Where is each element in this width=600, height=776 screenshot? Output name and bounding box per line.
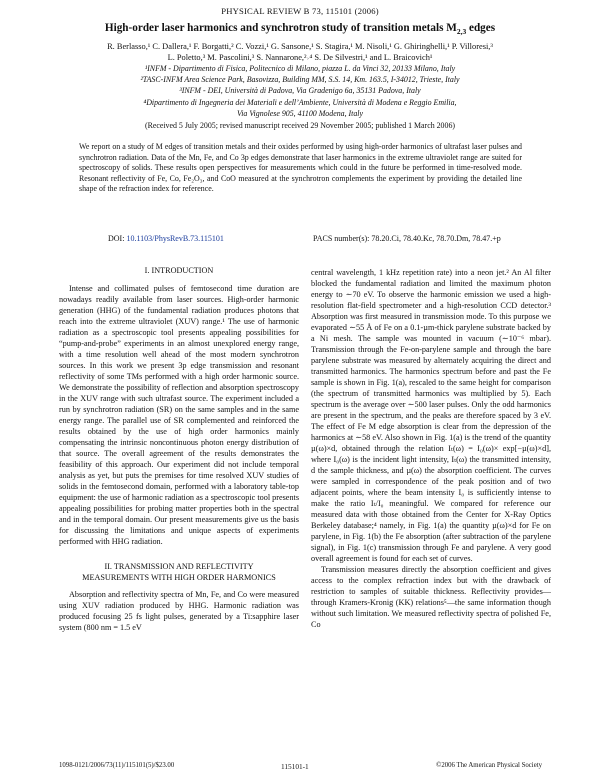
section-heading-line-2: MEASUREMENTS WITH HIGH ORDER HARMONICS <box>82 573 276 582</box>
running-header: PHYSICAL REVIEW B 73, 115101 (2006) <box>221 6 379 16</box>
doi-line <box>108 234 224 243</box>
title-main: High-order laser harmonics and synchrotron study of transition metals M <box>104 22 457 34</box>
author-line-1: R. Berlasso,¹ C. Dallera,¹ F. Borgatti,² C. Vozzi,¹ G. Sansone,¹ S. Stagira,¹ M. Nisoli,¹ G. Ghiringhelli,¹ P. Villoresi,³ <box>107 42 493 51</box>
left-column <box>59 265 299 633</box>
doi-link[interactable]: 10.1103/PhysRevB.73.115101 <box>126 234 224 243</box>
affiliation-3: ³INFM - DEI, Università di Padova, Via Gradenigo 6a, 35131 Padova, Italy <box>179 86 421 95</box>
intro-paragraph: Intense and collimated pulses of femtosecond time duration are nowadays readily available from laser sources. High-order harmonic generation (HHG) of the fundamental radiation produces photons that reach into the extreme ultraviolet (XUV) range.¹ The use of harmonic radiation as a spectroscopic tool presents appealing possibilities for “pump-and-probe” experiments in an almost unexplored energy range, with a time resolution well ahead of the most modern synchrotron sources. In this work we present 3p edge transmission and resonant reflectivity of some TMs performed with a high order harmonic source. We demonstrate the possibility of reflection and absorption spectroscopy in the XUV range with such ultrafast source. The experiment included a run by synchrotron radiation (SR) on the same samples and in the same energy range. The parallel use of SR complemented and reinforced the results obtained by the use of high order harmonics mainly compensating the intrinsic noncontinuous photon energy distribution of that source. The overall agreement of the results demonstrates the feasibility of this approach. Our experiment did not include temporal analysis as yet, but puts the premises for time resolved XUV studies of solids in the femtosecond domain, performed with a laboratory table-top equipment: the use of harmonic radiation as a spectroscopic tool presents appealing possibilities for probing matter properties both in the spectral and in the temporal domain. Our present measurements give us the basis for discussing the limitations and unique aspects of experiments performed with HHG radiation. <box>59 284 299 546</box>
section-heading-line-1: II. TRANSMISSION AND REFLECTIVITY <box>104 562 254 571</box>
section-heading-transmission <box>59 561 299 583</box>
received-dates: (Received 5 July 2005; revised manuscript received 29 November 2005; published 1 March 2006) <box>144 121 456 130</box>
section-heading-introduction: I. INTRODUCTION <box>144 266 214 275</box>
footer-issn: 1098-0121/2006/73(11)/115101(5)/$23.00 <box>59 762 175 769</box>
affiliation-2: ²TASC-INFM Area Science Park, Basovizza, Building MM, S.S. 14, Km. 163.5, I-34012, Trieste, Italy <box>140 75 460 84</box>
right-paragraph-1: central wavelength, 1 kHz repetition rate) into a neon jet.² An Al filter blocked the fundamental radiation and limited the maximum photon energy to ∼70 eV. To observe the harmonic emission we used a high-resolution flat-field spectrometer and a high-resolution CCD detector.³ Absorption was first measured in transmission mode. To this purpose we evaporated ∼55 Å of Fe on a 0.1-µm-thick parylene substrate backed by a Ni mesh. The sample was mounted in vacuum (∼10⁻⁶ mbar). Transmission through the Fe-on-parylene sample and through the bare parylene substrate was measured by alternately acquiring the direct and transmitted harmonics. The harmonics spectrum before and past the Fe sample is shown in Fig. 1(a), rescaled to the same height for comparison (the spectrum of transmitted harmonics was multiplied by 5). Each spectrum is the average over ∼500 laser pulses. Only the odd harmonics are present in the spectrum, and the peaks are therefore spaced by 3 eV. The effect of Fe M edge absorption is clear from the depression of the harmonics at ∼58 eV. Also shown in Fig. 1(a) is the trend of the quantity µ(ω)×d, obtained through the relation Iₜ(ω) = I₀(ω)× exp[−µ(ω)×d], where I₀(ω) is the incident light intensity, Iₜ(ω) the transmitted intensity, d the sample thickness, and µ(ω) the absorption coefficient. The curves were sampled in correspondence of the peak position and of two adjacent points, where the beam intensity I₀ is sufficiently intense to make the ratio Iₜ/I₀ meaningful. We compared for reference our measured data with those obtained from the Center for X-Ray Optics Berkeley database;⁴ namely, in Fig. 1(a) the quantity µ(ω)×d for Fe on parylene, in Fig. 1(b) the Fe absorption (after subtraction of the parylene signal), in Fig. 1(c) transmission through Fe and parylene. A very good overall agreement is found for each set of curves. <box>311 268 551 563</box>
pacs-numbers: PACS number(s): 78.20.Ci, 78.40.Kc, 78.70.Dm, 78.47.+p <box>313 234 501 243</box>
affiliation-1: ¹INFM - Dipartimento di Fisica, Politecnico di Milano, piazza L. da Vinci 32, 20133 Milano, Italy <box>144 64 456 73</box>
footer-copyright: ©2006 The American Physical Society <box>436 762 542 769</box>
author-list <box>0 41 600 63</box>
article-title <box>0 22 600 36</box>
affiliation-4: ⁴Dipartimento di Ingegneria dei Materiali e dell’Ambiente, Università di Modena e Reggio Emilia, <box>143 98 457 107</box>
title-tail: edges <box>466 22 496 34</box>
doi-label: DOI: <box>108 234 125 243</box>
right-column <box>311 267 551 630</box>
transmission-paragraph: Absorption and reflectivity spectra of Mn, Fe, and Co were measured using XUV radiation produced by HHG. Harmonic radiation was produced focusing 25 fs light pulses, generated by a Ti:sapphire laser system (800 nm = 1.5 eV <box>59 590 299 632</box>
abstract: We report on a study of M edges of transition metals and their oxides performed by using high-order harmonics of ultrafast laser pulses and synchrotron radiation. Data of the Mn, Fe, and Co 3p edges demonstrate that laser harmonics in the extreme ultraviolet range are suited for spectroscopy of solids. These results open perspectives for measurements which could in the future be performed in time-resolved mode. Resonant reflectivity of Fe, Co, Fe₂O₃, and CoO measured at the synchrotron complements the experiment by providing the detailed line shape of the refraction index for reference. <box>79 142 522 194</box>
author-line-2: L. Poletto,³ M. Pascolini,³ S. Nannarone,²˒⁴ S. De Silvestri,¹ and L. Braicovich¹ <box>167 53 433 62</box>
right-paragraph-2: Transmission measures directly the absorption coefficient and gives access to the complex refraction index but with the drawback of restriction to samples of suitable thickness. Reflectivity provides—through Kramers-Kronig (KK) relations⁵—the same information though without such limitation. We measured reflectivity spectra of polished Fe, Co <box>311 565 551 629</box>
affiliation-4-address: Via Vignolese 905, 41100 Modena, Italy <box>236 109 363 118</box>
footer-page-number: 115101-1 <box>281 762 309 771</box>
title-subscript: 2,3 <box>456 27 467 37</box>
